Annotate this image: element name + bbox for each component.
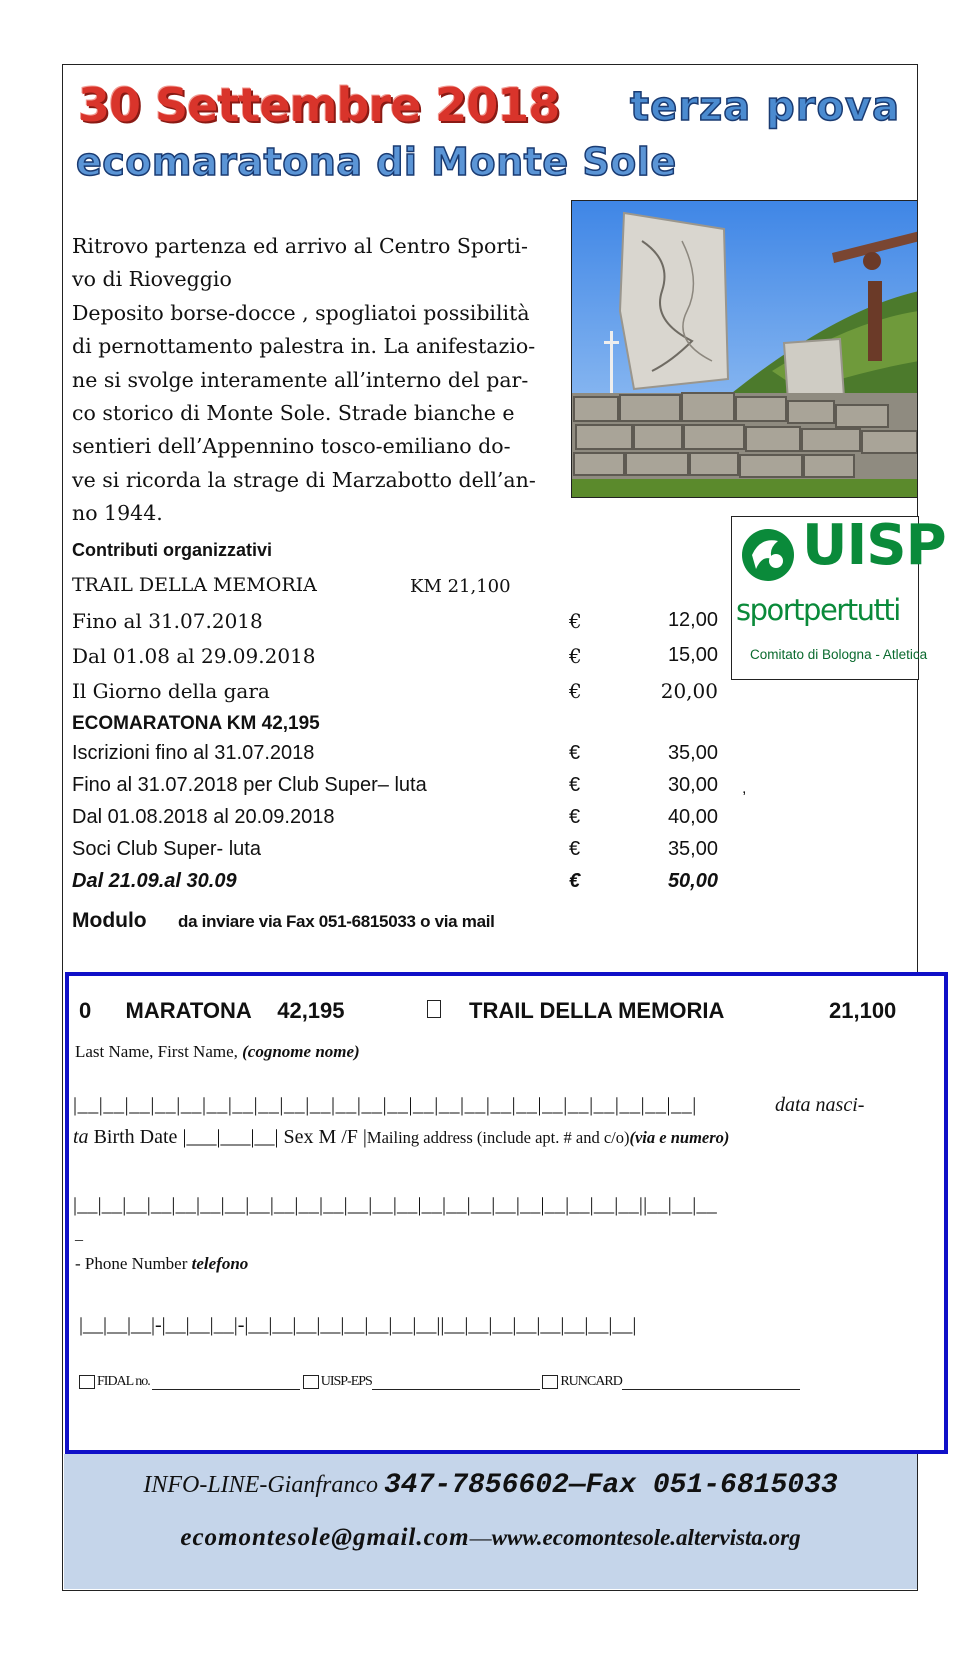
price-row [72, 838, 718, 868]
price-row [72, 742, 718, 772]
description-line: ne si svolge interamente all’interno del par- [72, 367, 529, 392]
price-amount: 50,00 [667, 870, 718, 892]
price-row [72, 806, 718, 836]
price-label: Il Giorno della gara [72, 679, 270, 703]
address-field[interactable]: |__|__|__|__|__|__|__|__|__|__|__|__|__|__|__|__|__|__|__|__|__|__|__||__|__|__ [73, 1194, 717, 1216]
trail-title: TRAIL DELLA MEMORIA [72, 574, 317, 596]
price-amount: 30,00 [667, 774, 718, 796]
stage-title: terza prova [630, 84, 901, 130]
monument-photo-image [572, 201, 918, 498]
fidal-checkbox[interactable] [79, 1375, 95, 1389]
marathon-option-km: 42,195 [277, 998, 345, 1023]
price-row [72, 870, 718, 900]
price-label: Soci Club Super- luta [72, 838, 261, 860]
description-line: no 1944. [72, 501, 163, 526]
description-line: co storico di Monte Sole. Strade bianche e [72, 401, 515, 426]
price-amount: 40,00 [667, 806, 718, 828]
price-currency: € [569, 870, 581, 892]
price-row [72, 644, 718, 674]
event-description [72, 230, 567, 531]
contact-website[interactable]: www.ecomontesole.altervista.org [491, 1525, 801, 1550]
web-contacts [64, 1524, 917, 1552]
birth-date-label-it-start: data nasci- [775, 1094, 865, 1116]
trail-checkbox[interactable] [427, 1000, 441, 1018]
name-label-it: (cognome nome) [242, 1042, 360, 1061]
price-row [72, 679, 718, 709]
uisp-number-field[interactable] [372, 1375, 540, 1390]
price-amount: 35,00 [667, 838, 718, 860]
description-line: Ritrovo partenza ed arrivo al Centro Sporti- [72, 234, 528, 258]
runcard-checkbox[interactable] [542, 1375, 558, 1389]
price-label: Dal 01.08 al 29.09.2018 [72, 644, 316, 668]
uisp-tagline: sportpertutti [736, 593, 900, 627]
price-label: Dal 21.09.al 30.09 [72, 870, 237, 892]
name-field[interactable]: |__|__|__|__|__|__|__|__|__|__|__|__|__|__|__|__|__|__|__|__|__|__|__|__| [73, 1094, 697, 1116]
sex-field[interactable]: Sex M /F | [278, 1126, 367, 1148]
runcard-number-field[interactable] [622, 1375, 800, 1390]
price-label: Fino al 31.07.2018 per Club Super– luta [72, 774, 427, 796]
price-amount: 12,00 [667, 609, 718, 631]
price-currency: € [569, 806, 581, 828]
event-title: ecomaratona di Monte Sole [76, 140, 677, 184]
phone-label-it: telefono [191, 1254, 249, 1273]
description-line: Deposito borse-docce , spogliatoi possibilità [72, 300, 530, 325]
price-currency: € [569, 838, 581, 860]
address-label-it: (via e numero) [629, 1128, 730, 1147]
birth-sex-address-line [73, 1126, 729, 1149]
description-line: ve si ricorda la strage di Marzabotto dell’an- [72, 467, 536, 492]
trail-km: KM 21,100 [410, 576, 511, 597]
name-label-en: Last Name, First Name, [75, 1042, 243, 1061]
membership-line [79, 1374, 800, 1390]
phone-label [75, 1254, 248, 1274]
uisp-logo [731, 513, 946, 680]
infoline [64, 1470, 917, 1501]
uisp-checkbox[interactable] [303, 1375, 319, 1389]
fidal-label: FIDAL no. [97, 1374, 150, 1389]
price-row [72, 609, 718, 639]
price-amount: 15,00 [667, 644, 718, 666]
price-label: Iscrizioni fino al 31.07.2018 [72, 742, 315, 764]
monument-photo [571, 200, 918, 498]
contributions-title: Contributi organizzativi [72, 540, 272, 560]
uisp-brand: UISP [802, 513, 946, 578]
price-amount: 35,00 [667, 742, 718, 764]
price-currency: € [569, 609, 582, 633]
price-currency: € [569, 742, 581, 764]
price-currency: € [569, 774, 581, 796]
birth-date-label-it-end: ta [73, 1126, 89, 1148]
phone-field[interactable]: |__|__|__|-|__|__|__|-|__|__|__|__|__|__|__|__||__|__|__|__|__|__|__|__| [79, 1314, 637, 1336]
infoline-label: INFO-LINE-Gianfranco [143, 1472, 384, 1498]
trail-option-km: 21,100 [829, 998, 897, 1023]
modulo-text: da inviare via Fax 051-6815033 o via mail [178, 912, 495, 931]
stray-comma: , [742, 780, 747, 797]
price-amount: 20,00 [660, 679, 718, 703]
runcard-label: RUNCARD [560, 1374, 622, 1389]
uisp-emblem-icon [738, 525, 798, 585]
name-label [75, 1042, 360, 1062]
phone-label-en: - Phone Number [75, 1254, 192, 1273]
contact-footer [64, 1454, 917, 1589]
fidal-number-field[interactable] [152, 1375, 300, 1390]
uisp-label: UISP-EPS [320, 1374, 372, 1389]
description-line: di pernottamento palestra in. La anifestazio- [72, 334, 536, 359]
address-field-tail: _ [75, 1226, 83, 1243]
address-label: Mailing address (include apt. # and c/o) [366, 1128, 630, 1147]
price-currency: € [569, 644, 582, 668]
marathon-title: ECOMARATONA KM 42,195 [72, 713, 320, 734]
registration-form [65, 972, 948, 1454]
description-line: sentieri dell’Appennino tosco-emiliano do- [72, 434, 511, 459]
uisp-committee: Comitato di Bologna - Atletica [750, 647, 928, 662]
price-row [72, 774, 718, 804]
price-currency: € [569, 679, 582, 703]
marathon-checkbox[interactable]: 0 [79, 998, 92, 1023]
contact-separator: — [469, 1525, 492, 1550]
birth-date-label: Birth Date [88, 1126, 183, 1148]
price-label: Dal 01.08.2018 al 20.09.2018 [72, 806, 335, 828]
contact-email[interactable]: ecomontesole@gmail.com [180, 1524, 470, 1551]
option-marathon[interactable] [79, 998, 345, 1024]
birth-date-field[interactable]: |___|___|__| [182, 1126, 279, 1148]
infoline-fax: —Fax 051-6815033 [568, 1470, 838, 1501]
marathon-option-label: MARATONA [125, 998, 251, 1023]
date-title: 30 Settembre 2018 [78, 78, 560, 132]
modulo-label: Modulo [72, 909, 147, 932]
price-label: Fino al 31.07.2018 [72, 609, 263, 633]
trail-option-label: TRAIL DELLA MEMORIA [469, 998, 725, 1023]
description-line: vo di Rioveggio [72, 267, 232, 292]
infoline-phone[interactable]: 347-7856602 [383, 1470, 569, 1501]
